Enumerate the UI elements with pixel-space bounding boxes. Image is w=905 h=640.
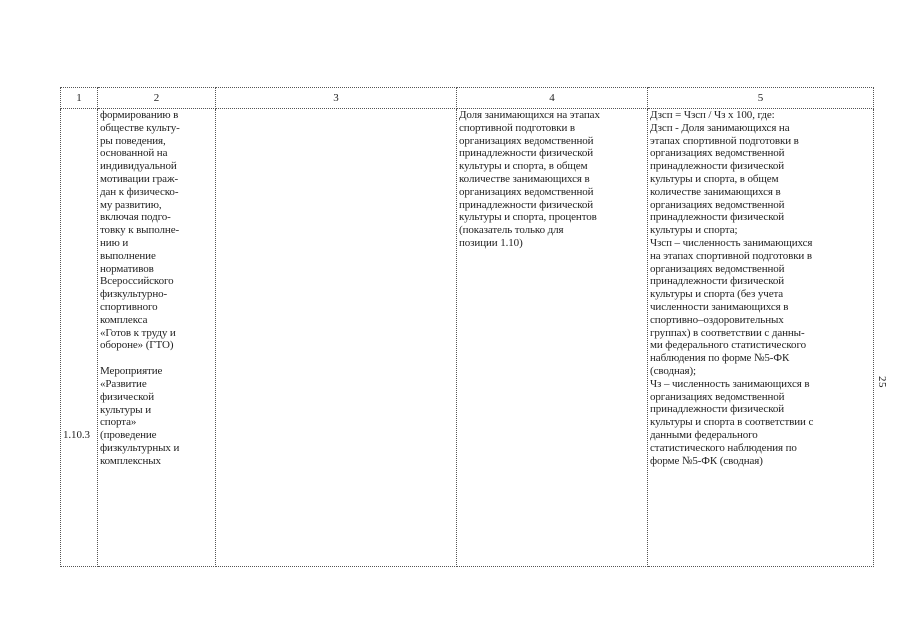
page-number: 25 (876, 376, 888, 388)
measure-cell (98, 109, 216, 567)
indicator-cell: Доля занимающихся на этапах спортивной подготовки в организациях ведомственной принадлежности физической культуры и спорта, в общем количестве занимающихся в организациях ведомственной принадлежности физической культуры и спорта, процентов (показатель только для позиции 1.10) (457, 109, 648, 567)
empty-cell (216, 109, 457, 567)
header-cell-3: 3 (216, 88, 457, 109)
table-header-row (61, 88, 874, 109)
measure-text-event: Мероприятие «Развитие физической культуры и спорта» (проведение физкультурных и комплексных (100, 365, 180, 467)
measure-text-continued: формированию в обществе культу- ры поведения, основанной на индивидуальной мотивации граж- дан к физическо- му развитию, включая подго- товку к выполне- нию и выполнение нормативов Всероссийского физкультурно- спортивного комплекса «Готов к труду и обороне» (ГТО) (100, 109, 180, 352)
data-table (60, 87, 874, 567)
header-cell-2: 2 (98, 88, 216, 109)
header-cell-5: 5 (648, 88, 874, 109)
header-cell-1: 1 (61, 88, 98, 109)
header-cell-4: 4 (457, 88, 648, 109)
row-number-cell (61, 109, 98, 567)
formula-cell: Дзсп = Чзсп / Чз х 100, где: Дзсп - Доля занимающихся на этапах спортивной подготовки в организациях ведомственной принадлежности физической культуры и спорта, в общем количестве занимающихся в организациях ведомственной принадлежности физической культуры и спорта; Чзсп – численность занимающихся на этапах спортивной подготовки в организациях ведомственной принадлежности физической культуры и спорта (без учета численности занимающихся в спортивно–оздоровительных группах) в соответствии с данны- ми федерального статистического наблюдения по форме №5-ФК (сводная); Чз – численность занимающихся в организациях ведомственной принадлежности физической культуры и спорта в соответствии с данными федерального статистического наблюдения по форме №5-ФК (сводная) (648, 109, 874, 567)
document-sheet (60, 87, 873, 567)
item-number: 1.10.3 (63, 429, 90, 441)
table-row (61, 109, 874, 567)
